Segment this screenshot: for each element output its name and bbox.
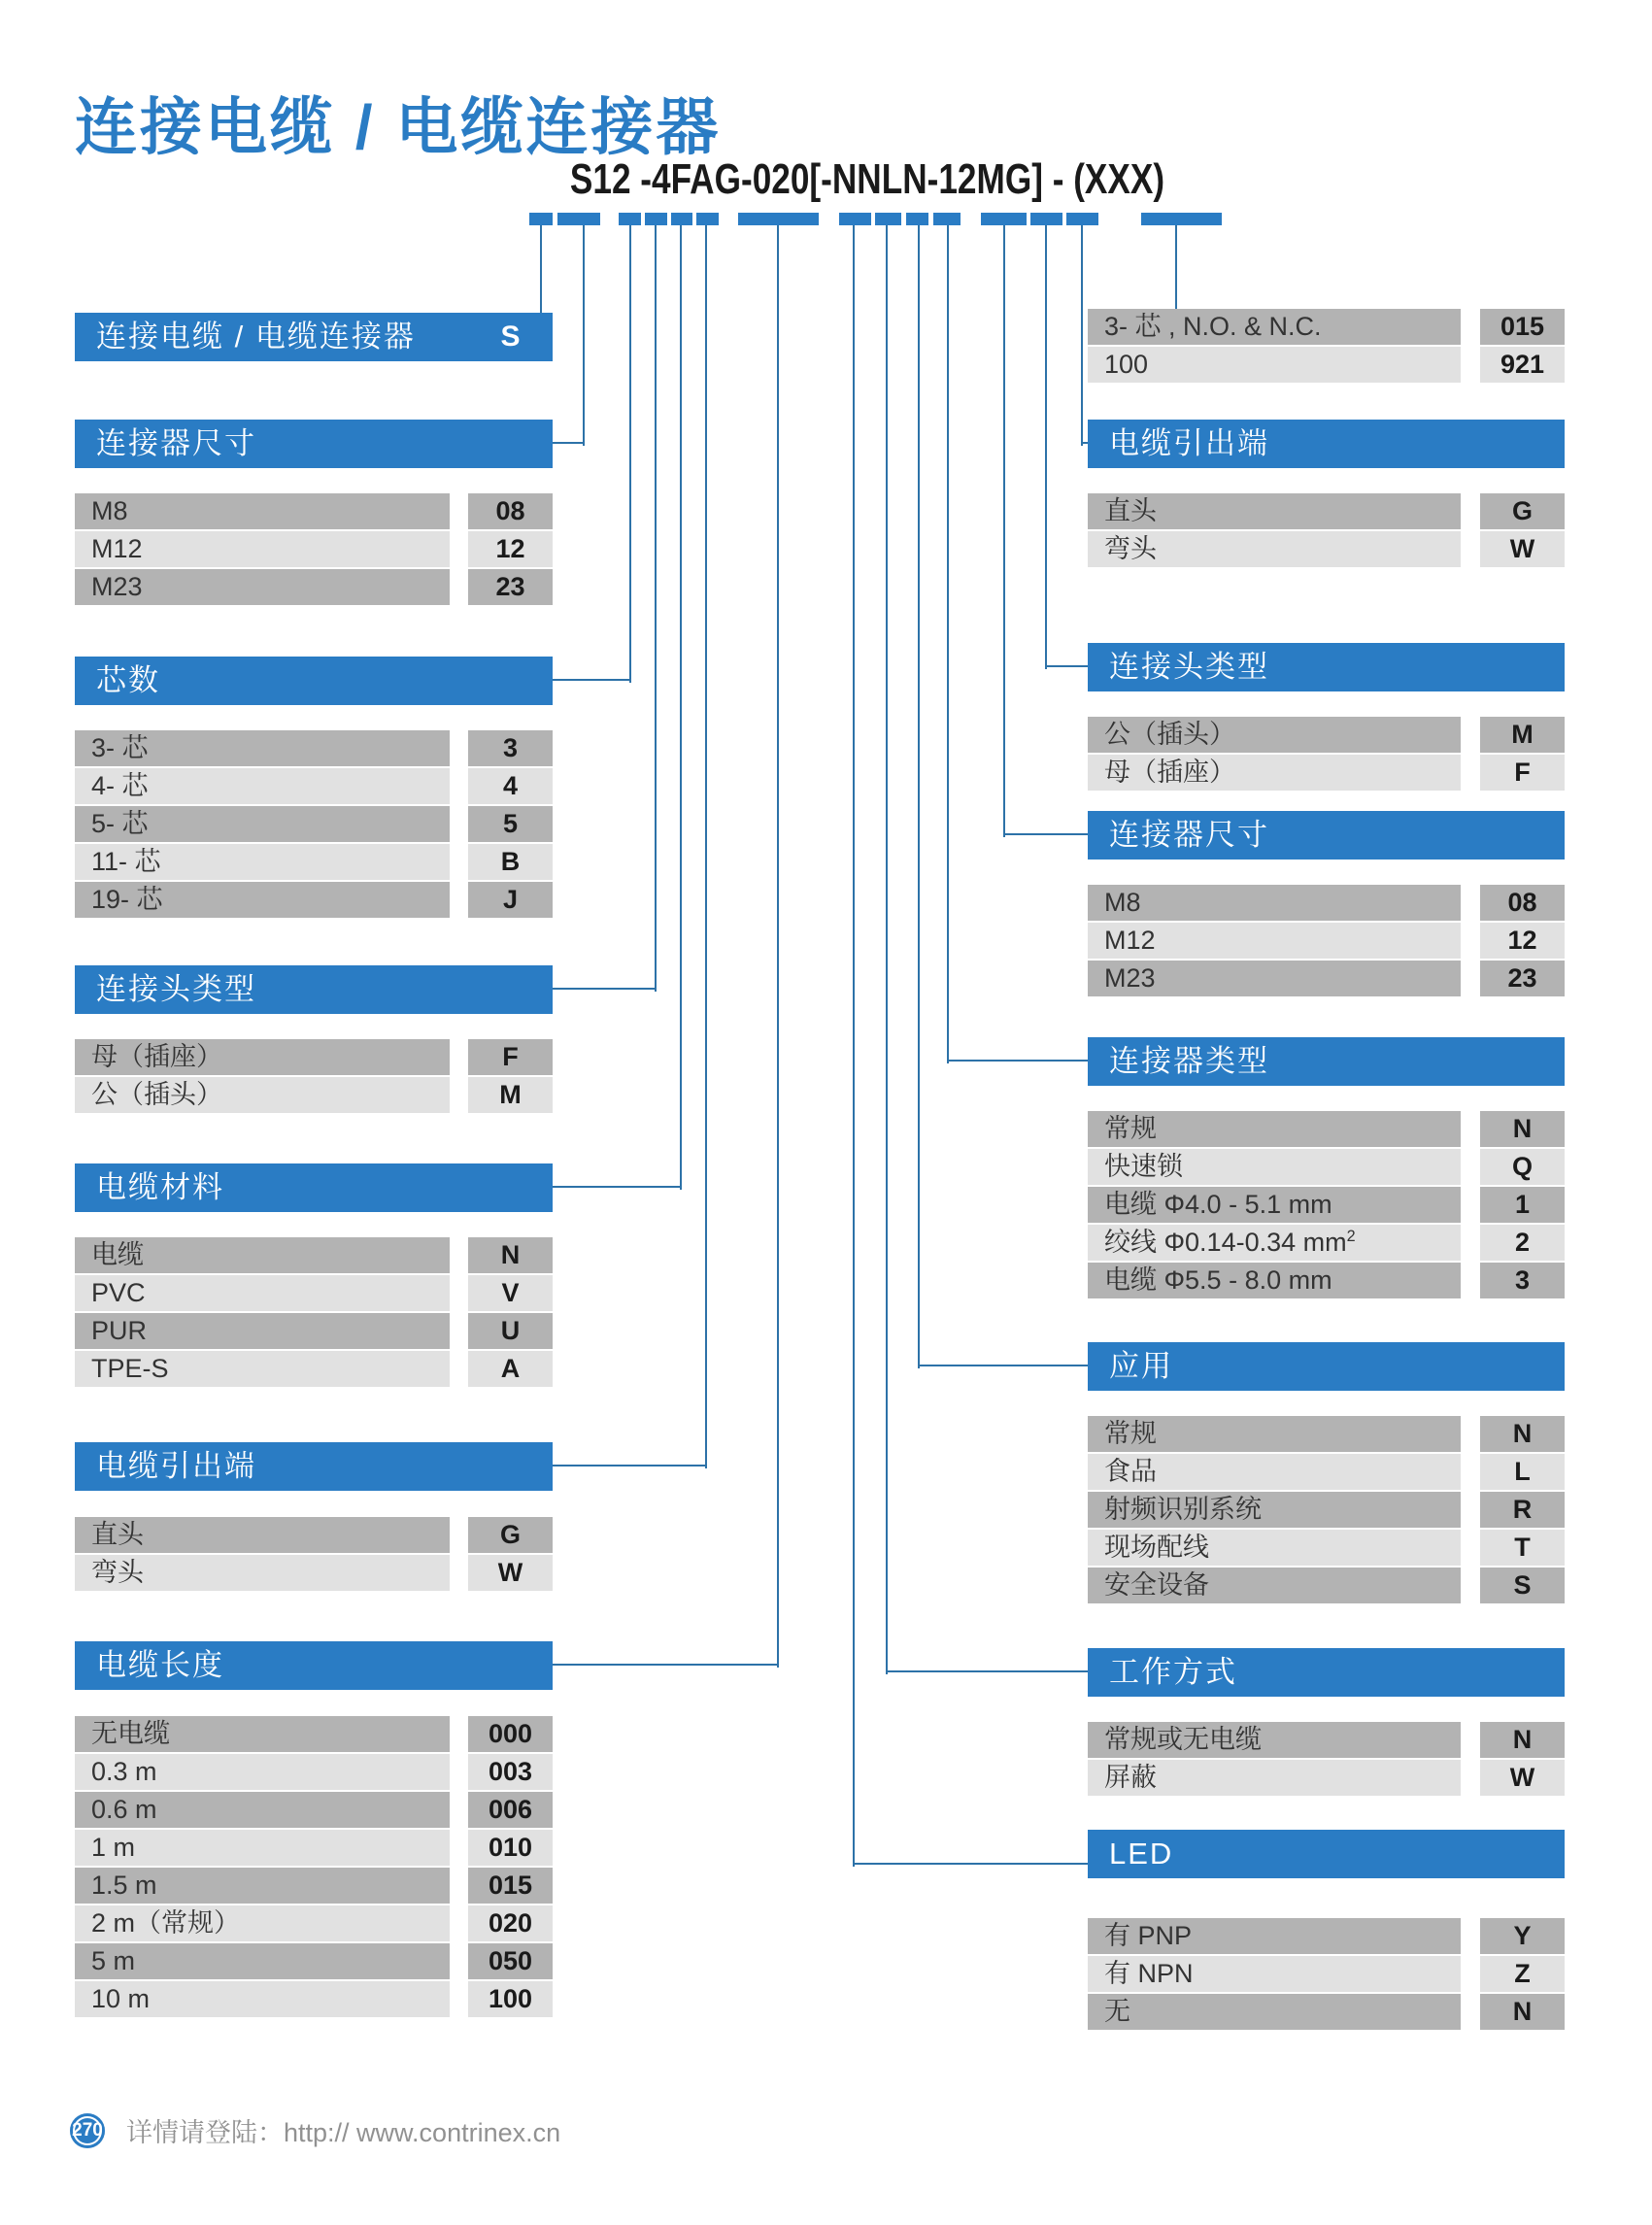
code-underline-020 <box>738 213 819 225</box>
row-code-connector-size-0: 08 <box>468 493 553 531</box>
row-code-cable-material-2: U <box>468 1313 553 1351</box>
section-header-product-code <box>75 313 553 361</box>
section-title-led: LED <box>1109 1837 1174 1871</box>
row-label-special-codes-1: 100 <box>1088 347 1461 385</box>
connector-line-vertical-0 <box>540 225 542 315</box>
row-label-cable-material-2: PUR <box>75 1313 450 1351</box>
row-label-connector-type-1: 快速锁 <box>1088 1149 1461 1187</box>
row-label-connector-size-0: M8 <box>75 493 450 531</box>
row-code-special-codes-1: 921 <box>1480 347 1565 385</box>
part-number-code: S12 -4FAG-020[-NNLN-12MG] - (XXX) <box>569 155 1165 203</box>
row-label-led-1: 有 NPN <box>1088 1956 1461 1994</box>
connector-line-horizontal-3 <box>553 988 655 990</box>
row-label-operation-mode-1: 屏蔽 <box>1088 1760 1461 1798</box>
row-code-cable-exit-0: G <box>468 1517 553 1555</box>
row-code-cable-exit-r-0: G <box>1480 493 1565 531</box>
section-header-led <box>1088 1830 1565 1878</box>
row-code-head-type-1: M <box>468 1077 553 1115</box>
row-label-led-2: 无 <box>1088 1994 1461 2032</box>
connector-line-vertical-7 <box>853 225 855 1867</box>
row-code-connector-type-2: 1 <box>1480 1187 1565 1225</box>
connector-line-vertical-2 <box>629 225 631 683</box>
row-code-cable-length-1: 003 <box>468 1754 553 1792</box>
row-code-cable-length-3: 010 <box>468 1830 553 1868</box>
section-header-connector-type <box>1088 1037 1565 1086</box>
connector-line-horizontal-6 <box>553 1664 777 1666</box>
row-code-head-type-r-0: M <box>1480 717 1565 755</box>
connector-line-horizontal-8 <box>886 1670 1088 1672</box>
footer-url-text: 详情请登陆：http:// www.contrinex.cn <box>126 2118 561 2147</box>
row-label-cable-material-0: 电缆 <box>75 1237 450 1275</box>
section-header-application <box>1088 1342 1565 1391</box>
row-code-operation-mode-0: N <box>1480 1722 1565 1760</box>
row-code-application-4: S <box>1480 1568 1565 1605</box>
row-label-led-0: 有 PNP <box>1088 1918 1461 1956</box>
row-label-application-2: 射频识别系统 <box>1088 1492 1461 1530</box>
row-code-cable-exit-1: W <box>468 1555 553 1593</box>
connector-line-vertical-13 <box>1081 225 1083 446</box>
connector-line-horizontal-12 <box>1045 665 1088 667</box>
row-label-connector-type-2: 电缆 Φ4.0 - 5.1 mm <box>1088 1187 1461 1225</box>
section-title-cable-length: 电缆长度 <box>96 1648 224 1682</box>
row-label-connector-size-r-0: M8 <box>1088 885 1461 923</box>
row-label-core-count-2: 5- 芯 <box>75 806 450 844</box>
row-code-connector-type-3: 2 <box>1480 1225 1565 1263</box>
row-code-connector-type-4: 3 <box>1480 1263 1565 1300</box>
row-code-led-0: Y <box>1480 1918 1565 1956</box>
connector-line-horizontal-1 <box>553 442 583 444</box>
code-underline-F <box>645 213 667 225</box>
section-header-connector-size-r <box>1088 811 1565 860</box>
row-label-cable-exit-r-1: 弯头 <box>1088 531 1461 569</box>
row-code-head-type-0: F <box>468 1039 553 1077</box>
row-label-cable-material-1: PVC <box>75 1275 450 1313</box>
connector-line-horizontal-9 <box>918 1365 1088 1366</box>
row-label-head-type-0: 母（插座） <box>75 1039 450 1077</box>
section-title-connector-size: 连接器尺寸 <box>96 426 256 460</box>
section-header-cable-exit-r <box>1088 420 1565 468</box>
row-code-cable-length-0: 000 <box>468 1716 553 1754</box>
code-underline-XXX <box>1141 213 1222 225</box>
connector-line-vertical-11 <box>1003 225 1005 837</box>
section-header-cable-length <box>75 1641 553 1690</box>
row-code-special-codes-0: 015 <box>1480 309 1565 347</box>
page-title: 连接电缆 / 电缆连接器 <box>75 92 722 162</box>
row-code-application-0: N <box>1480 1416 1565 1454</box>
code-underline-G <box>696 213 719 225</box>
section-header-cable-exit <box>75 1442 553 1491</box>
row-code-cable-length-2: 006 <box>468 1792 553 1830</box>
code-underline-12 <box>981 213 1027 225</box>
row-label-cable-exit-0: 直头 <box>75 1517 450 1555</box>
row-label-cable-length-7: 10 m <box>75 1981 450 2019</box>
code-underline-N <box>933 213 961 225</box>
row-code-head-type-r-1: F <box>1480 755 1565 792</box>
connector-line-horizontal-11 <box>1003 833 1088 835</box>
row-code-core-count-4: J <box>468 882 553 920</box>
connector-line-vertical-10 <box>947 225 949 1063</box>
row-code-cable-material-0: N <box>468 1237 553 1275</box>
row-label-application-4: 安全设备 <box>1088 1568 1461 1605</box>
row-code-core-count-1: 4 <box>468 768 553 806</box>
row-code-cable-length-5: 020 <box>468 1905 553 1943</box>
connector-line-vertical-1 <box>583 225 585 446</box>
row-code-led-1: Z <box>1480 1956 1565 1994</box>
section-title-cable-exit: 电缆引出端 <box>96 1449 256 1483</box>
row-code-cable-material-3: A <box>468 1351 553 1389</box>
row-label-application-0: 常规 <box>1088 1416 1461 1454</box>
connector-line-vertical-9 <box>918 225 920 1368</box>
section-title-operation-mode: 工作方式 <box>1109 1655 1237 1689</box>
row-label-core-count-1: 4- 芯 <box>75 768 450 806</box>
row-label-application-3: 现场配线 <box>1088 1530 1461 1568</box>
connector-line-vertical-5 <box>705 225 707 1468</box>
row-label-core-count-3: 11- 芯 <box>75 844 450 882</box>
connector-line-horizontal-4 <box>553 1186 680 1188</box>
connector-line-horizontal-2 <box>553 679 629 681</box>
row-label-cable-length-3: 1 m <box>75 1830 450 1868</box>
row-code-connector-size-r-1: 12 <box>1480 923 1565 961</box>
row-code-cable-length-7: 100 <box>468 1981 553 2019</box>
row-code-application-3: T <box>1480 1530 1565 1568</box>
row-code-connector-type-0: N <box>1480 1111 1565 1149</box>
row-label-special-codes-0: 3- 芯 , N.O. & N.C. <box>1088 309 1461 347</box>
row-label-head-type-r-0: 公（插头） <box>1088 717 1461 755</box>
row-label-cable-length-2: 0.6 m <box>75 1792 450 1830</box>
row-label-connector-type-0: 常规 <box>1088 1111 1461 1149</box>
row-code-connector-type-1: Q <box>1480 1149 1565 1187</box>
section-header-operation-mode <box>1088 1648 1565 1697</box>
connector-line-vertical-8 <box>886 225 888 1674</box>
row-code-cable-length-4: 015 <box>468 1868 553 1905</box>
row-label-connector-type-3: 绞线 Φ0.14-0.34 $mm^2$ <box>1088 1225 1461 1263</box>
section-header-head-type <box>75 965 553 1014</box>
code-underline-12 <box>557 213 600 225</box>
row-code-application-2: R <box>1480 1492 1565 1530</box>
row-code-core-count-0: 3 <box>468 730 553 768</box>
row-code-application-1: L <box>1480 1454 1565 1492</box>
code-underline-G <box>1066 213 1098 225</box>
section-title-cable-material: 电缆材料 <box>96 1170 224 1204</box>
row-label-core-count-0: 3- 芯 <box>75 730 450 768</box>
row-code-cable-material-1: V <box>468 1275 553 1313</box>
row-label-connector-type-4: 电缆 Φ5.5 - 8.0 mm <box>1088 1263 1461 1300</box>
row-label-cable-material-3: TPE-S <box>75 1351 450 1389</box>
row-code-connector-size-r-0: 08 <box>1480 885 1565 923</box>
row-label-connector-size-r-1: M12 <box>1088 923 1461 961</box>
code-underline-A <box>671 213 692 225</box>
connector-line-horizontal-10 <box>947 1060 1088 1062</box>
row-label-cable-length-4: 1.5 m <box>75 1868 450 1905</box>
connector-line-vertical-14 <box>1175 225 1177 311</box>
row-label-operation-mode-0: 常规或无电缆 <box>1088 1722 1461 1760</box>
row-code-connector-size-1: 12 <box>468 531 553 569</box>
row-label-application-1: 食品 <box>1088 1454 1461 1492</box>
row-code-cable-length-6: 050 <box>468 1943 553 1981</box>
section-title-connector-type: 连接器类型 <box>1109 1044 1269 1078</box>
page-number-badge: 270 <box>70 2113 105 2148</box>
row-code-connector-size-2: 23 <box>468 569 553 607</box>
row-label-cable-length-1: 0.3 m <box>75 1754 450 1792</box>
connector-line-vertical-12 <box>1045 225 1047 669</box>
code-underline-S <box>529 213 553 225</box>
row-label-cable-exit-1: 弯头 <box>75 1555 450 1593</box>
connector-line-horizontal-7 <box>853 1863 1088 1865</box>
code-underline-N <box>875 213 901 225</box>
section-title-head-type: 连接头类型 <box>96 972 256 1006</box>
code-underline-M <box>1030 213 1062 225</box>
section-code-product-code: S <box>500 320 521 353</box>
code-underline-N <box>839 213 871 225</box>
row-label-cable-exit-r-0: 直头 <box>1088 493 1461 531</box>
row-code-core-count-2: 5 <box>468 806 553 844</box>
row-label-connector-size-r-2: M23 <box>1088 961 1461 998</box>
row-label-core-count-4: 19- 芯 <box>75 882 450 920</box>
connector-line-vertical-6 <box>777 225 779 1668</box>
section-title-application: 应用 <box>1109 1349 1173 1383</box>
row-code-cable-exit-r-1: W <box>1480 531 1565 569</box>
section-title-product-code: 连接电缆 / 电缆连接器 <box>96 320 416 354</box>
row-code-connector-size-r-2: 23 <box>1480 961 1565 998</box>
section-header-core-count <box>75 657 553 705</box>
row-label-connector-size-2: M23 <box>75 569 450 607</box>
section-header-cable-material <box>75 1163 553 1212</box>
row-code-operation-mode-1: W <box>1480 1760 1565 1798</box>
connector-line-horizontal-5 <box>553 1465 705 1466</box>
row-label-head-type-1: 公（插头） <box>75 1077 450 1115</box>
row-code-led-2: N <box>1480 1994 1565 2032</box>
connector-line-vertical-4 <box>680 225 682 1190</box>
row-code-core-count-3: B <box>468 844 553 882</box>
row-label-cable-length-5: 2 m（常规） <box>75 1905 450 1943</box>
section-title-head-type-r: 连接头类型 <box>1109 650 1269 684</box>
section-header-connector-size <box>75 420 553 468</box>
row-label-head-type-r-1: 母（插座） <box>1088 755 1461 792</box>
section-header-head-type-r <box>1088 643 1565 691</box>
row-label-cable-length-0: 无电缆 <box>75 1716 450 1754</box>
section-title-core-count: 芯数 <box>96 663 160 697</box>
connector-line-vertical-3 <box>655 225 657 992</box>
row-label-cable-length-6: 5 m <box>75 1943 450 1981</box>
section-title-cable-exit-r: 电缆引出端 <box>1109 426 1269 460</box>
connector-line-horizontal-13 <box>1081 442 1088 444</box>
code-underline-L <box>906 213 928 225</box>
section-title-connector-size-r: 连接器尺寸 <box>1109 818 1269 852</box>
row-label-connector-size-1: M12 <box>75 531 450 569</box>
code-underline-4 <box>619 213 641 225</box>
